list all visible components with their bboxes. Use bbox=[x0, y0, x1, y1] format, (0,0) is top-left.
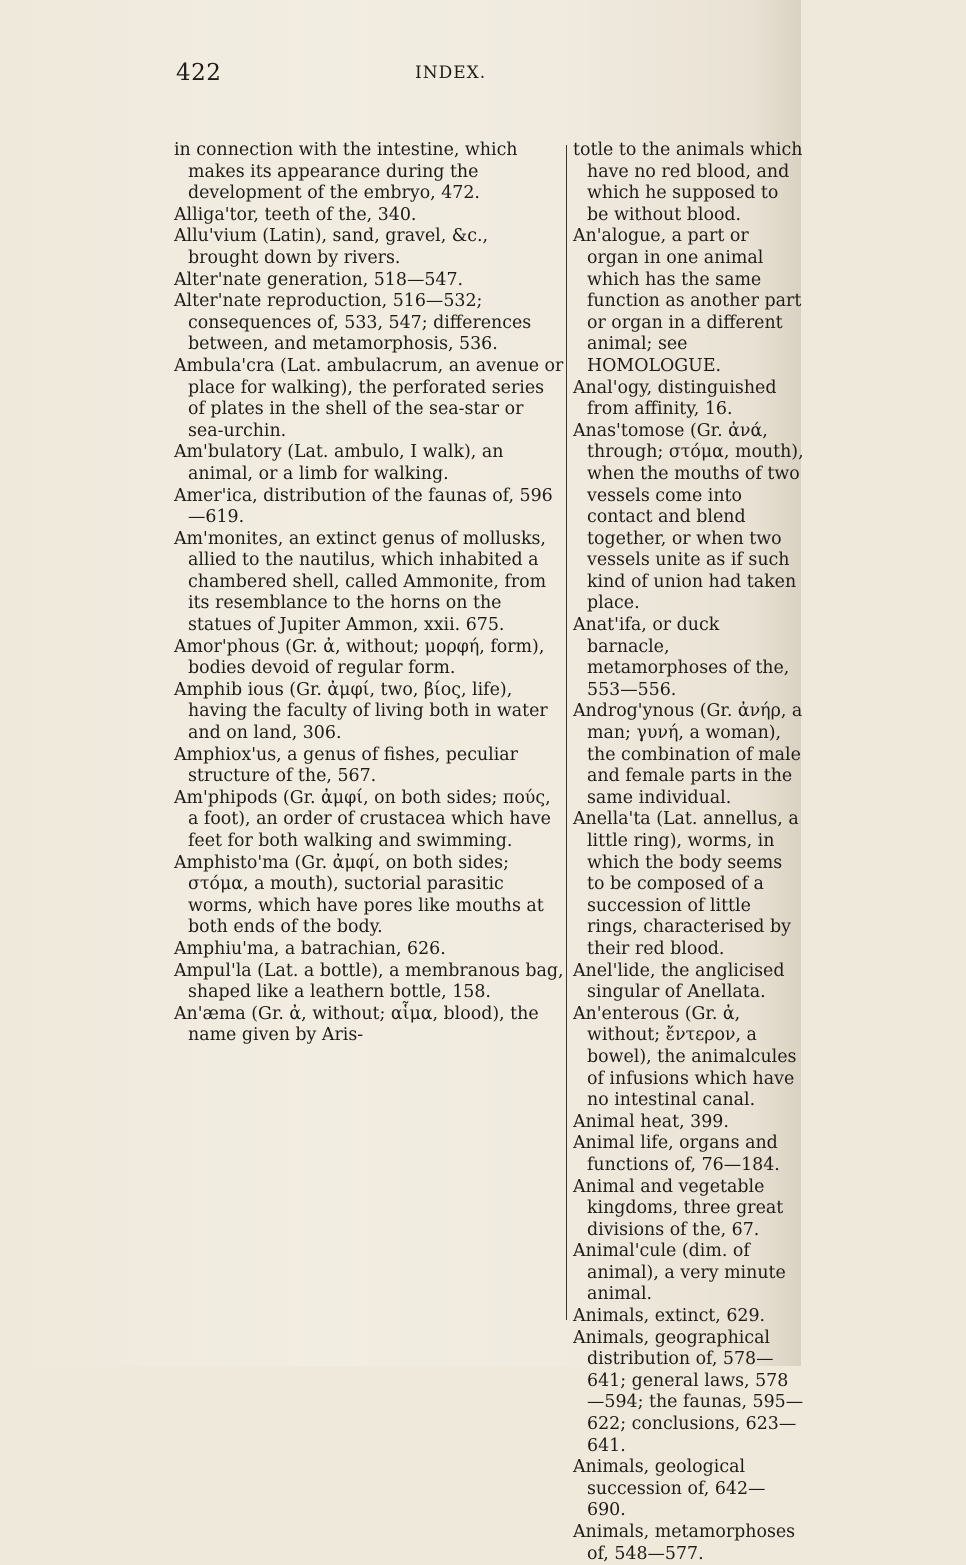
index-entry: Ambula'cra (Lat. ambulacrum, an avenue or place for walking), the perforated series of plates in the shell of the sea-star or sea-urchin. bbox=[174, 355, 564, 441]
column-divider bbox=[566, 145, 567, 1320]
index-entry: An'alogue, a part or organ in one animal which has the same function as another part or organ in a different animal; see HOMOLOGUE. bbox=[573, 226, 802, 376]
index-entry: Alter'nate generation, 518—547. bbox=[174, 269, 464, 290]
index-entry: Am'bulatory (Lat. ambulo, I walk), an animal, or a limb for walking. bbox=[174, 442, 504, 484]
index-entry: Animals, metamorphoses of, 548—577. bbox=[573, 1522, 796, 1564]
index-entry: An'enterous (Gr. ἀ, without; ἔντερον, a bowel), the animalcules of infusions which have no intestinal canal. bbox=[573, 1003, 797, 1111]
index-entry: Amor'phous (Gr. ἀ, without; μορφή, form), bodies devoid of regular form. bbox=[174, 636, 545, 679]
index-entry: Animal and vegetable kingdoms, three great divisions of the, 67. bbox=[573, 1176, 784, 1240]
index-entry: Amphisto'ma (Gr. ἀμφί, on both sides; στόμα, a mouth), suctorial parasitic worms, which have pores like mouths at both ends of the body. bbox=[174, 852, 544, 938]
index-entry: Am'phipods (Gr. ἀμφί, on both sides; πούς, a foot), an order of crustacea which have feet for both walking and swimming. bbox=[174, 787, 551, 851]
index-entry: in connection with the intestine, which makes its appearance during the development of the embryo, 472. bbox=[174, 140, 518, 204]
index-entry: Am'monites, an extinct genus of mollusks, allied to the nautilus, which inhabited a chambered shell, called Ammonite, from its resemblance to the horns on the statues of Jupiter Ammon, xxii. 675. bbox=[174, 528, 547, 636]
left-column bbox=[174, 140, 564, 1320]
index-entry: Amer'ica, distribution of the faunas of, 596—619. bbox=[174, 485, 553, 528]
index-entry: Amphiox'us, a genus of fishes, peculiar structure of the, 567. bbox=[174, 744, 518, 787]
index-entry: Anat'ifa, or duck barnacle, metamorphoses of the, 553—556. bbox=[573, 615, 790, 700]
index-entry: Anal'ogy, distinguished from affinity, 16. bbox=[573, 377, 777, 420]
index-entry: Amphib ious (Gr. ἀμφί, two, βίος, life), having the faculty of living both in water and on land, 306. bbox=[174, 679, 548, 744]
index-entry: Animal life, organs and functions of, 76—184. bbox=[573, 1133, 780, 1175]
index-entry: Anel'lide, the anglicised singular of Anellata. bbox=[573, 960, 785, 1003]
index-entry: Animal heat, 399. bbox=[573, 1111, 729, 1132]
running-head: INDEX. bbox=[415, 63, 487, 83]
index-entry: Amphiu'ma, a batrachian, 626. bbox=[174, 938, 446, 959]
page-number: 422 bbox=[176, 60, 222, 86]
index-entry: Alter'nate reproduction, 516—532; consequences of, 533, 547; differences between, and metamorphosis, 536. bbox=[174, 291, 532, 355]
index-entry: Animal'cule (dim. of animal), a very minute animal. bbox=[573, 1241, 786, 1305]
index-entry: Androg'ynous (Gr. ἀνήρ, a man; γυνή, a woman), the combination of male and female parts in the same individual. bbox=[573, 701, 803, 808]
index-entry: Animals, geographical distribution of, 578—641; general laws, 578—594; the faunas, 595—622; conclusions, 623—641. bbox=[573, 1327, 804, 1456]
index-entry: Anas'tomose (Gr. ἀνά, through; στόμα, mouth), when the mouths of two vessels come into contact and blend together, or when two vessels unite as if such kind of union had taken place. bbox=[573, 420, 804, 614]
index-entry: Allu'vium (Latin), sand, gravel, &c., brought down by rivers. bbox=[174, 226, 489, 268]
right-column bbox=[573, 140, 966, 1564]
index-entry: An'æma (Gr. ἀ, without; αἷμα, blood), the name given by Aris- bbox=[174, 1003, 539, 1046]
index-entry: Animals, extinct, 629. bbox=[573, 1306, 766, 1327]
index-entry: Anella'ta (Lat. annellus, a little ring), worms, in which the body seems to be composed of a succession of little rings, characterised by their red blood. bbox=[573, 809, 799, 959]
index-entry: Ampul'la (Lat. a bottle), a membranous bag, shaped like a leathern bottle, 158. bbox=[174, 960, 564, 1003]
index-entry: Animals, geological succession of, 642—690. bbox=[573, 1457, 766, 1521]
index-entry: totle to the animals which have no red blood, and which he supposed to be without blood. bbox=[573, 140, 803, 225]
index-entry: Alliga'tor, teeth of the, 340. bbox=[174, 204, 417, 225]
